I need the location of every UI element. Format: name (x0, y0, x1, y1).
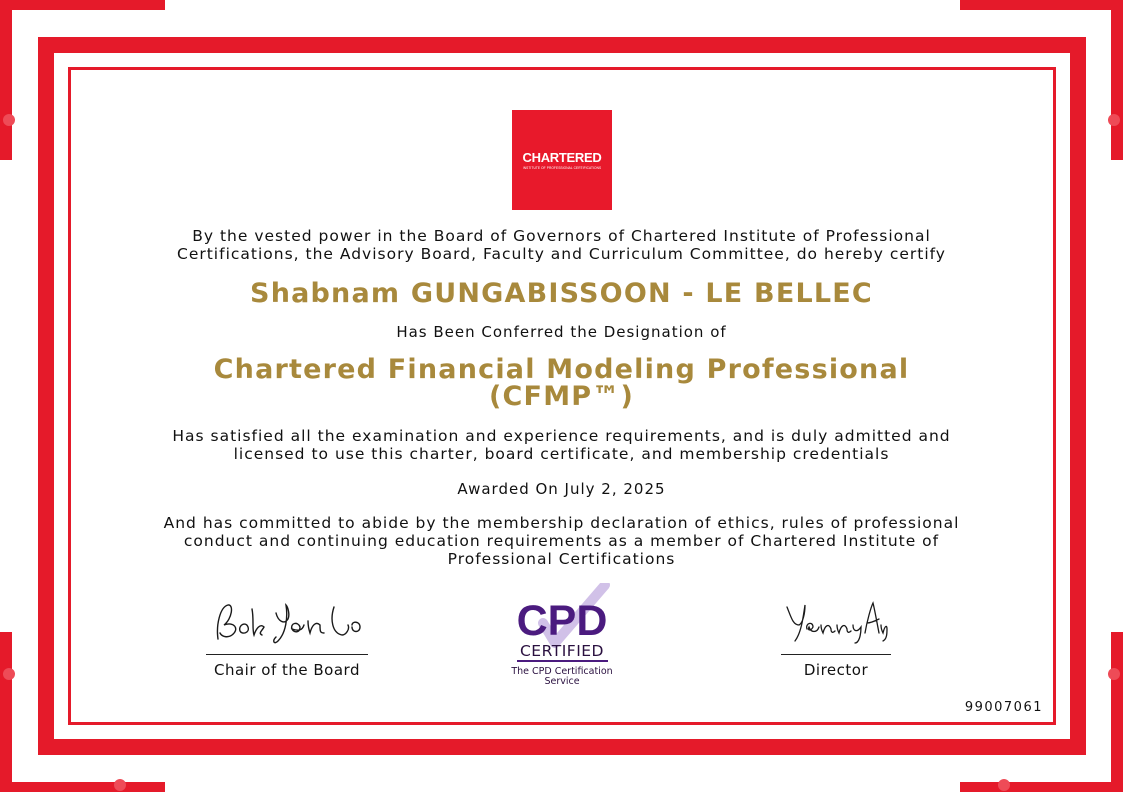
conferred-statement: Has Been Conferred the Designation of (396, 323, 727, 341)
signature-block-chair (206, 595, 368, 679)
logo-wordmark: CHARTERED (522, 149, 602, 165)
recipient-name: Shabnam GUNGABISSOON - LE BELLEC (250, 278, 873, 309)
designation-title (0, 356, 1123, 410)
requirements-statement (0, 427, 1123, 463)
cpd-certified-badge (505, 583, 620, 689)
logo-tagline: INSTITUTE OF PROFESSIONAL CERTIFICATIONS (522, 165, 602, 170)
signature-block-director (781, 595, 891, 679)
intro-line-1: By the vested power in the Board of Governors of Chartered Institute of Professional (192, 227, 931, 245)
signature-line (206, 654, 368, 655)
certificate-serial-number: 99007061 (964, 700, 1043, 715)
cpd-letters: CPD (516, 597, 608, 645)
designation-line-1: Chartered Financial Modeling Professional (213, 354, 910, 385)
cpd-service-line-1: The CPD Certification (511, 666, 613, 677)
director-signature (781, 595, 891, 650)
chair-title: Chair of the Board (214, 661, 360, 679)
signature-line (781, 654, 891, 655)
cpd-certified-text: CERTIFIED (519, 642, 605, 660)
certification-intro (0, 227, 1123, 263)
requirements-line-2: licensed to use this charter, board certificate, and membership credentials (233, 445, 890, 463)
award-date: Awarded On July 2, 2025 (457, 480, 666, 498)
requirements-line-1: Has satisfied all the examination and experience requirements, and is duly admitted and (172, 427, 951, 445)
ethics-line-2: conduct and continuing education requirements as a member of Chartered Institute of (183, 532, 940, 550)
ethics-line-1: And has committed to abide by the membership declaration of ethics, rules of professional (163, 514, 960, 532)
director-title: Director (803, 661, 869, 679)
chair-signature (206, 595, 368, 650)
designation-line-2: (CFMP™) (489, 381, 634, 412)
ethics-line-3: Professional Certifications (447, 550, 676, 568)
intro-line-2: Certifications, the Advisory Board, Faculty and Curriculum Committee, do hereby certify (177, 245, 946, 263)
chartered-logo (512, 110, 612, 210)
cpd-service-line-2: Service (544, 676, 580, 687)
ethics-statement (0, 514, 1123, 568)
